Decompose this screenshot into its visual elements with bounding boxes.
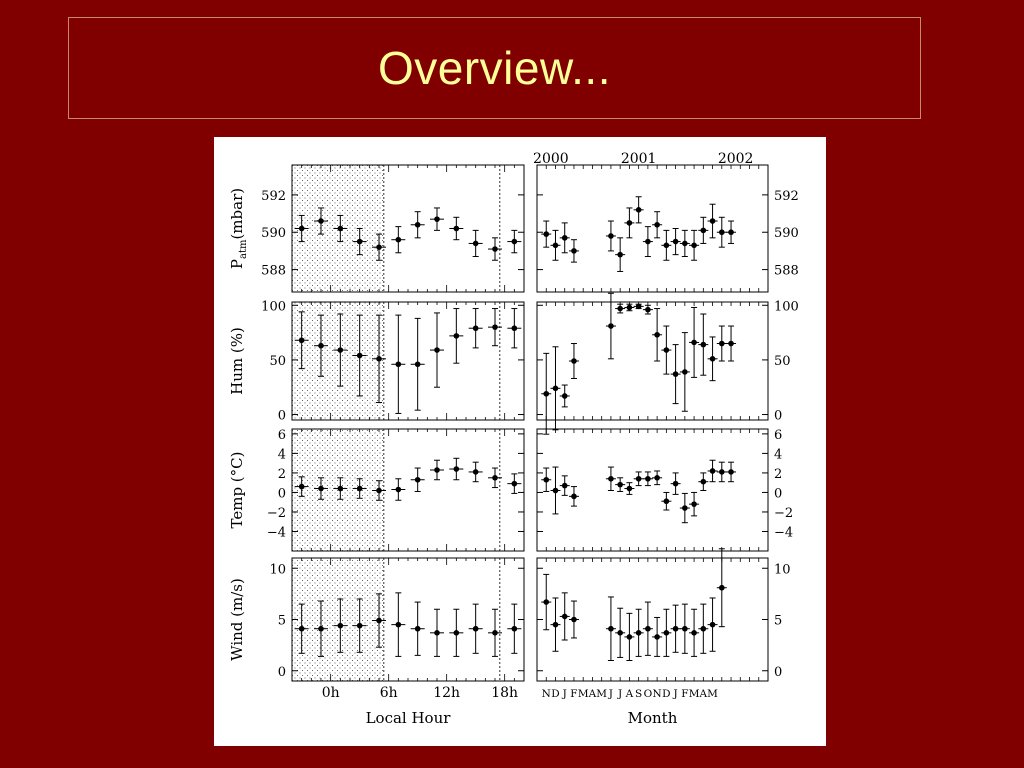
data-point [571, 494, 577, 500]
data-point [473, 325, 479, 331]
data-point [396, 622, 402, 628]
data-point [608, 626, 614, 632]
data-point [617, 252, 623, 258]
xtick-label-left: 6h [379, 685, 398, 701]
night-shading [292, 302, 384, 420]
data-point [682, 505, 688, 511]
ytick-label-left: 5 [277, 613, 286, 629]
data-point [636, 630, 642, 636]
data-point [376, 244, 382, 250]
data-point [434, 347, 440, 353]
data-point [338, 623, 344, 629]
xtick-label-right: D [662, 688, 671, 700]
x-axis-label-left: Local Hour [365, 709, 451, 727]
data-point [664, 630, 670, 636]
data-point [682, 626, 688, 632]
data-point [701, 626, 707, 632]
ytick-label-left: 0 [277, 408, 286, 424]
data-point [627, 486, 633, 492]
data-point [571, 248, 577, 254]
figure-panel [214, 137, 826, 746]
data-point [636, 207, 642, 213]
data-point [710, 356, 716, 362]
xtick-label-right: N [541, 688, 551, 700]
xtick-label-right: J [562, 688, 567, 700]
xtick-label-right: M [688, 688, 700, 700]
xtick-label-right: M [707, 688, 718, 700]
data-point [454, 333, 460, 339]
data-point [645, 307, 651, 313]
data-point [318, 218, 324, 224]
data-point [318, 486, 324, 492]
data-point [338, 347, 344, 353]
xtick-label-right: S [635, 688, 643, 700]
data-point [608, 233, 614, 239]
data-point [664, 498, 670, 504]
data-point [473, 626, 479, 632]
data-point [710, 218, 716, 224]
data-point [543, 599, 549, 605]
data-point [608, 323, 614, 329]
title-box [68, 17, 921, 119]
data-point [664, 243, 670, 249]
data-point [543, 231, 549, 237]
data-point [562, 235, 568, 241]
data-point [357, 239, 363, 245]
xtick-label-left: 18h [491, 685, 519, 701]
ytick-label-right: −2 [774, 505, 794, 521]
data-point [701, 479, 707, 485]
data-point [376, 618, 382, 624]
xtick-label-left: 12h [433, 685, 461, 701]
data-point [654, 475, 660, 481]
y-axis-label: Hum (%) [228, 327, 246, 395]
data-point [562, 393, 568, 399]
data-point [553, 622, 559, 628]
data-point [543, 477, 549, 483]
data-point [357, 486, 363, 492]
ytick-label-left: 590 [261, 226, 286, 242]
data-point [376, 488, 382, 494]
xtick-label-right: A [625, 688, 634, 700]
xtick-label-right: A [588, 688, 597, 700]
data-point [454, 466, 460, 472]
data-point [627, 220, 633, 226]
ytick-label-right: 588 [774, 263, 799, 279]
night-shading [292, 558, 384, 681]
data-point [728, 341, 734, 347]
ytick-label-left: 0 [277, 664, 286, 680]
meteo-chart [214, 137, 826, 746]
data-point [473, 241, 479, 247]
data-point [396, 237, 402, 243]
ytick-label-left: 592 [261, 188, 286, 204]
data-point [454, 630, 460, 636]
ytick-label-left: 100 [261, 299, 286, 315]
xtick-label-right: J [618, 688, 623, 700]
data-point [617, 630, 623, 636]
ytick-label-right: 10 [774, 562, 791, 578]
ytick-label-left: 6 [277, 427, 286, 443]
data-point [654, 222, 660, 228]
data-point [627, 634, 633, 640]
xtick-label-right: M [596, 688, 608, 700]
xtick-label-right: J [608, 688, 614, 700]
ytick-label-right: 590 [774, 226, 799, 242]
data-point [691, 501, 697, 507]
data-point [473, 469, 479, 475]
ytick-label-right: 4 [774, 447, 783, 463]
data-point [691, 243, 697, 249]
data-point [701, 342, 707, 348]
data-point [608, 476, 614, 482]
ytick-label-right: 0 [774, 664, 783, 680]
data-point [636, 304, 642, 310]
data-point [299, 226, 305, 232]
y-axis-label: Temp (°C) [228, 451, 246, 529]
data-point [728, 229, 734, 235]
data-point [376, 356, 382, 362]
data-point [682, 369, 688, 375]
data-point [512, 626, 518, 632]
data-point [654, 332, 660, 338]
panel-frame-right [537, 429, 768, 551]
data-point [645, 239, 651, 245]
ytick-label-left: 10 [269, 562, 286, 578]
y-axis-label: Wind (m/s) [228, 578, 246, 661]
y-axis-label: $P_{atm}(mbar)$ [228, 187, 249, 270]
data-point [512, 239, 518, 245]
data-point [617, 482, 623, 488]
xtick-label-right: F [570, 688, 578, 700]
ytick-label-right: −4 [774, 525, 794, 541]
data-point [434, 216, 440, 222]
data-point [691, 340, 697, 346]
night-shading [292, 429, 384, 551]
data-point [299, 337, 305, 343]
ytick-label-right: 2 [774, 466, 783, 482]
data-point [691, 630, 697, 636]
ytick-label-left: 50 [269, 353, 286, 369]
data-point [415, 626, 421, 632]
xtick-label-right: F [681, 688, 689, 700]
xtick-label-right: D [551, 688, 560, 700]
data-point [571, 617, 577, 623]
ytick-label-right: 592 [774, 188, 799, 204]
ytick-label-right: 6 [774, 427, 783, 443]
data-point [710, 468, 716, 474]
data-point [562, 614, 568, 620]
xtick-label-right: O [643, 688, 653, 700]
data-point [664, 347, 670, 353]
xtick-label-left: 0h [321, 685, 340, 701]
data-point [562, 483, 568, 489]
data-point [318, 626, 324, 632]
ytick-label-left: −2 [266, 505, 286, 521]
data-point [553, 488, 559, 494]
ytick-label-left: 0 [277, 486, 286, 502]
data-point [299, 626, 305, 632]
data-point [645, 626, 651, 632]
data-point [512, 481, 518, 487]
data-point [512, 325, 518, 331]
ytick-label-left: 4 [277, 447, 286, 463]
data-point [553, 243, 559, 249]
data-point [627, 305, 633, 311]
xtick-label-right: J [673, 688, 678, 700]
ytick-label-right: 50 [774, 353, 791, 369]
data-point [673, 371, 679, 377]
data-point [719, 229, 725, 235]
data-point [396, 361, 402, 367]
year-label: 2001 [620, 151, 657, 167]
panel-frame-right [537, 165, 768, 292]
data-point [673, 481, 679, 487]
data-point [415, 361, 421, 367]
data-point [673, 626, 679, 632]
ytick-label-right: 5 [774, 613, 783, 629]
data-point [338, 486, 344, 492]
data-point [719, 585, 725, 591]
data-point [636, 476, 642, 482]
data-point [728, 469, 734, 475]
x-axis-label-right: Month [627, 709, 678, 727]
ytick-label-right: 0 [774, 408, 783, 424]
data-point [654, 634, 660, 640]
year-label: 2002 [717, 151, 754, 167]
ytick-label-left: −4 [266, 525, 286, 541]
data-point [492, 475, 498, 481]
data-point [299, 484, 305, 490]
data-point [492, 630, 498, 636]
data-point [719, 469, 725, 475]
data-point [682, 241, 688, 247]
data-point [710, 622, 716, 628]
year-label: 2000 [533, 151, 569, 167]
data-point [543, 391, 549, 397]
data-point [553, 386, 559, 392]
data-point [645, 476, 651, 482]
data-point [492, 246, 498, 252]
data-point [617, 306, 623, 312]
data-point [415, 477, 421, 483]
slide-title: Overview... [377, 42, 611, 94]
ytick-label-left: 2 [277, 466, 286, 482]
data-point [492, 324, 498, 330]
data-point [415, 222, 421, 228]
data-point [396, 487, 402, 493]
data-point [454, 226, 460, 232]
data-point [719, 341, 725, 347]
data-point [357, 623, 363, 629]
ytick-label-right: 0 [774, 486, 783, 502]
data-point [434, 630, 440, 636]
data-point [673, 239, 679, 245]
xtick-label-right: M [577, 688, 589, 700]
data-point [701, 228, 707, 234]
data-point [318, 343, 324, 349]
data-point [434, 467, 440, 473]
ytick-label-right: 100 [774, 299, 799, 315]
data-point [357, 353, 363, 359]
ytick-label-left: 588 [261, 263, 286, 279]
data-point [338, 226, 344, 232]
xtick-label-right: A [699, 688, 708, 700]
xtick-label-right: N [652, 688, 662, 700]
data-point [571, 358, 577, 364]
